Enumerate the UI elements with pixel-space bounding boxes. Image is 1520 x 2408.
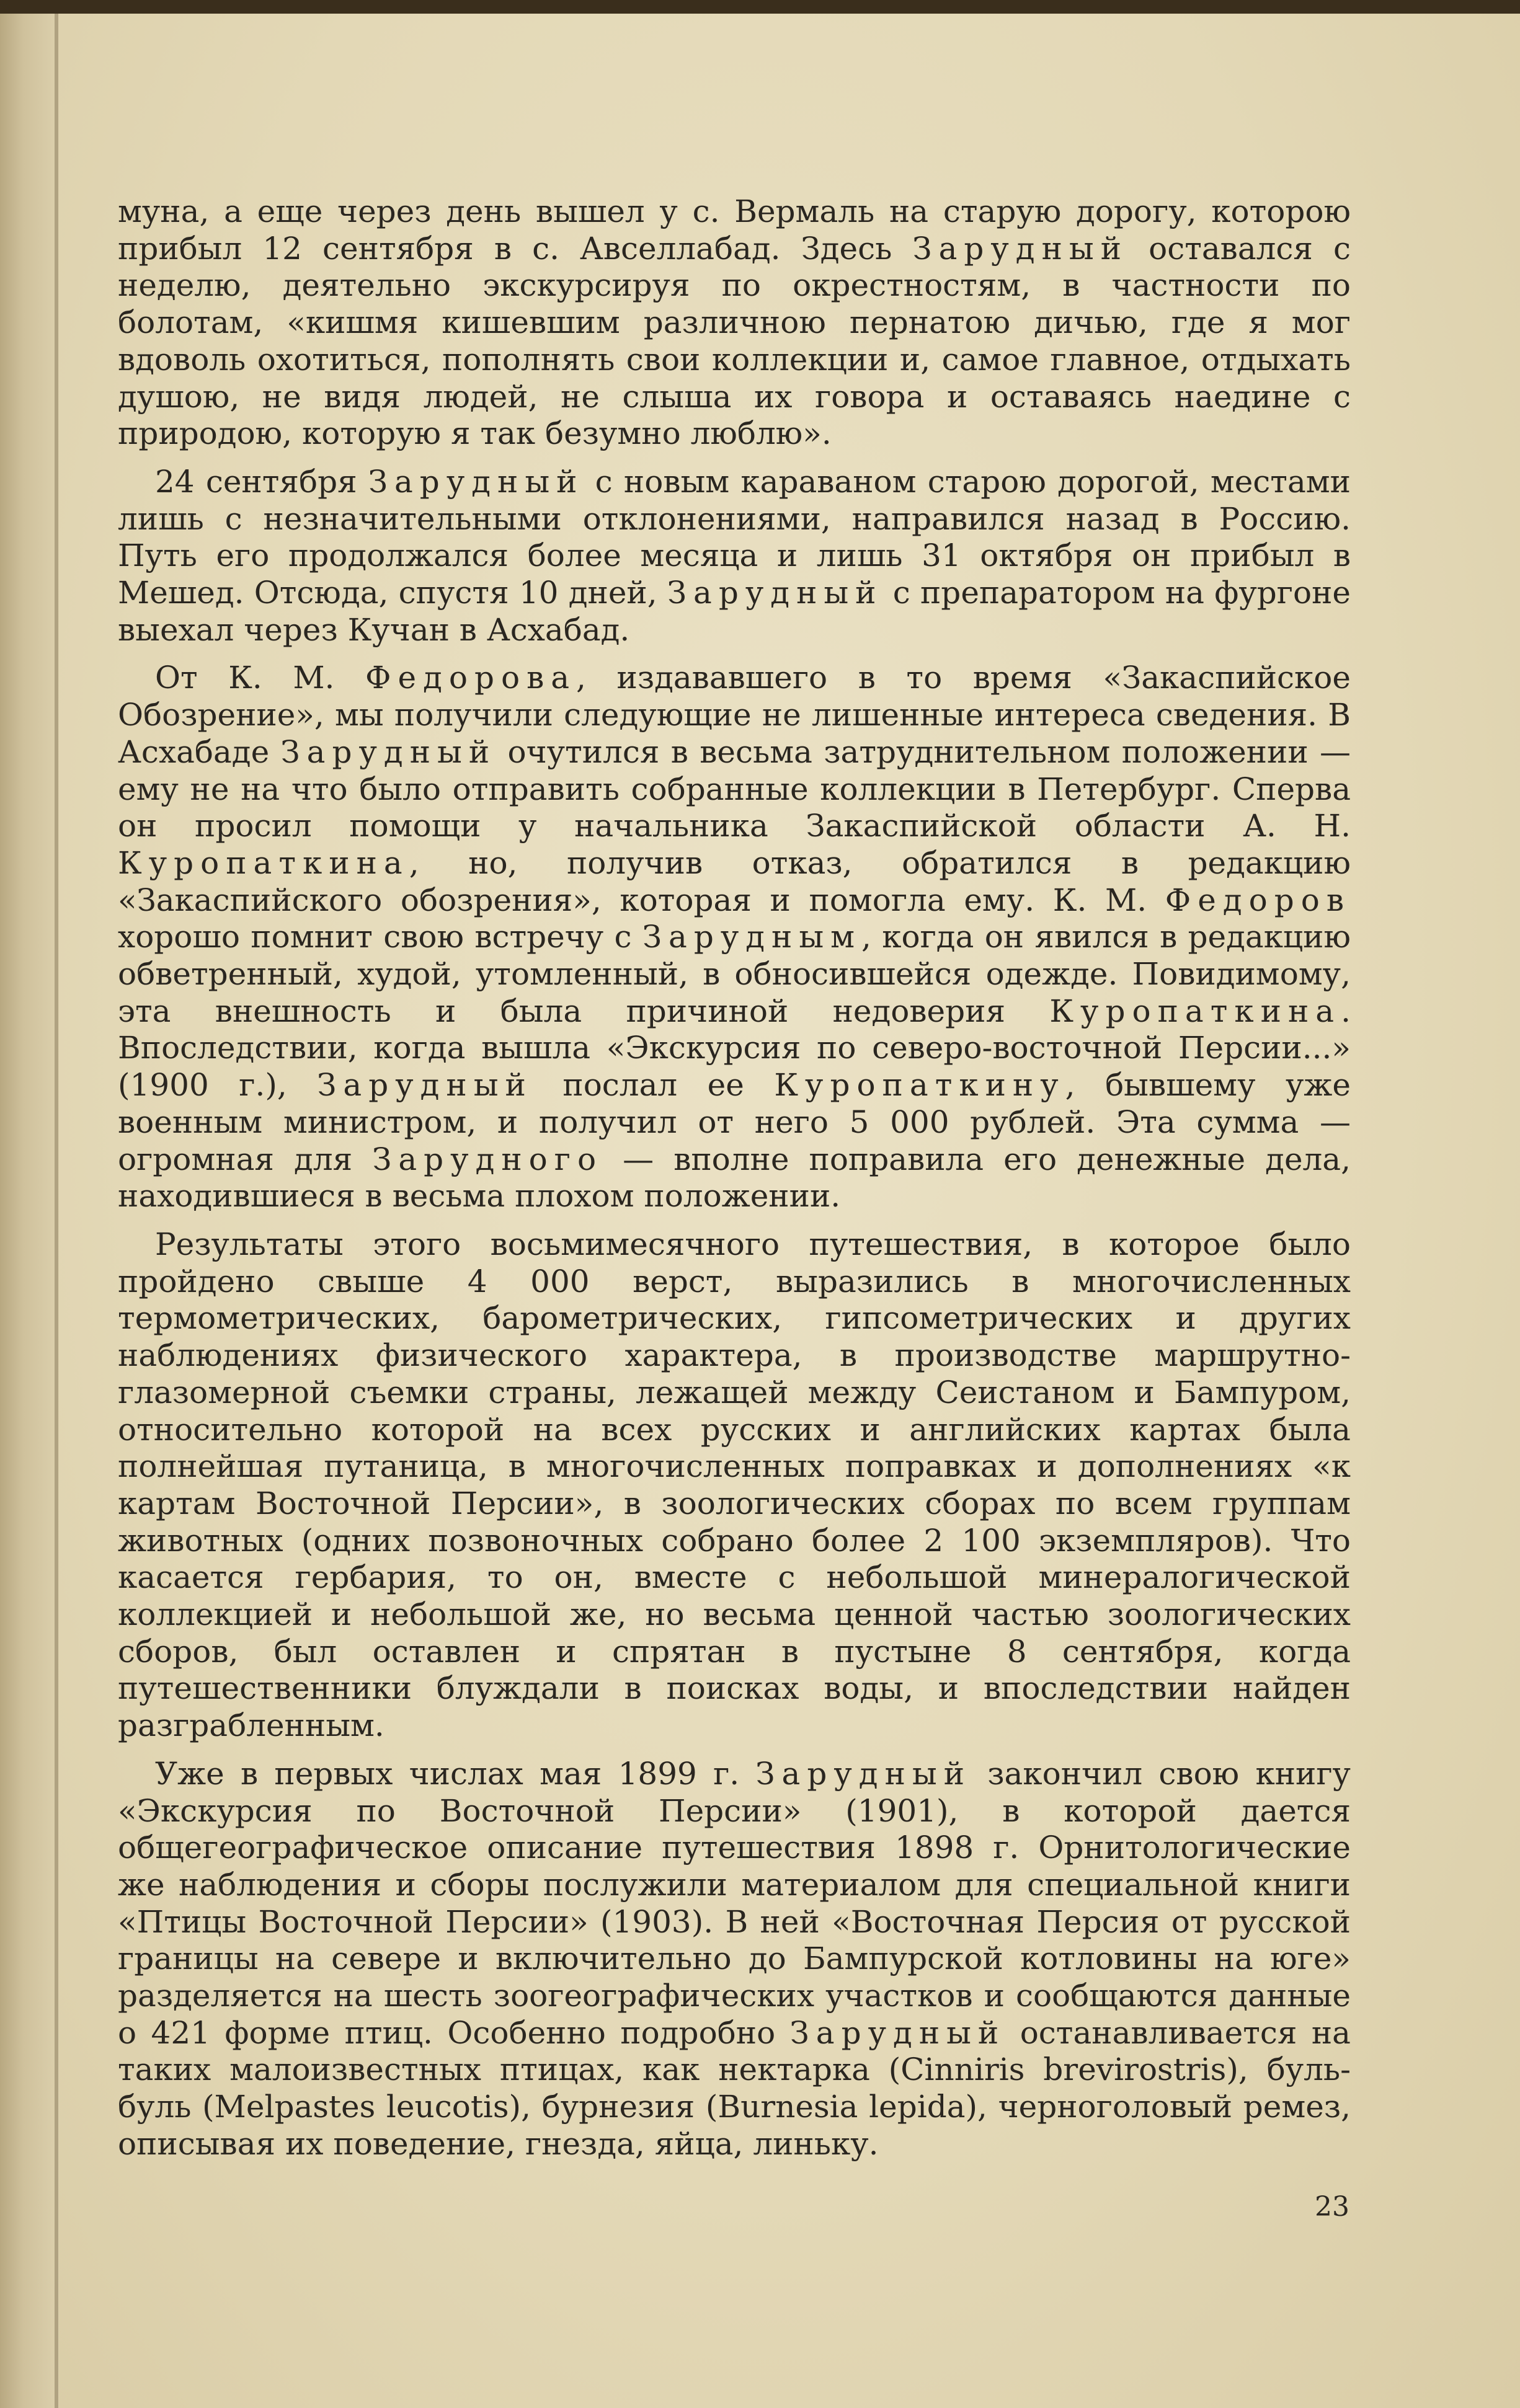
text-run: , издававшего в то время «Закаспийское Обозрение», мы получили следующие не лишенные интереса сведения. В Асхабаде bbox=[118, 660, 1351, 770]
spaced-name: Зарудный bbox=[317, 1067, 533, 1104]
book-page bbox=[0, 14, 1520, 2408]
spaced-name: Зарудный bbox=[789, 2014, 1006, 2051]
text-run: . Впоследствии, когда вышла «Экскурсия по северо-восточной Персии...» (1900 г.), bbox=[118, 993, 1351, 1104]
spaced-name: Куропаткину bbox=[774, 1067, 1065, 1104]
text-run: 24 сентября bbox=[155, 463, 368, 500]
spaced-name: Зарудный bbox=[755, 1755, 972, 1792]
text-run: с препаратором на фургоне выехал через Кучан в Асхабад. bbox=[118, 575, 1351, 648]
text-run: очутился в весьма затруднительном положении — ему не на что было отправить собранные коллекции в Петербург. Сперва он просил помощи у начальника Закаспийской области А. Н. bbox=[118, 733, 1351, 844]
spaced-name: Куропаткина bbox=[1049, 993, 1341, 1029]
body-text bbox=[118, 193, 1351, 2163]
spaced-name: Зарудный bbox=[667, 575, 883, 611]
text-run: закончил свою книгу «Экскурсия по Восточной Персии» (1901), в которой дается общегеографическое описание путешествия 1898 г. Орнитологические же наблюдения и сборы послужили материалом для специальной книги «Птицы Восточной Персии» (1903). В ней «Восточная Персия от русской границы на севере и включительно до Бампурской котловины на юге» разделяется на шесть зоогеографических участков и сообщаются данные о 421 форме птиц. Особенно подробно bbox=[118, 1755, 1351, 2051]
text-run: От К. М. bbox=[155, 660, 365, 696]
text-run: , когда он явился в редакцию обветренный, худой, утомленный, в обносившейся одежде. Повидимому, эта внешность и была причиной недоверия bbox=[118, 919, 1351, 1029]
text-run: Результаты этого восьмимесячного путешествия, в которое было пройдено свыше 4 000 верст, выразились в многочисленных термометрических, барометрических, гипсометрических и других наблюдениях физического характера, в производстве маршрутно-глазомерной съемки страны, лежащей между Сеистаном и Бампуром, относительно которой на всех русских и английских картах была полнейшая путаница, в многочисленных поправках и дополнениях «к картам Восточной Персии», в зоологических сборах по всем группам животных (одних позвоночных собрано более 2 100 экземпляров). Что касается гербария, то он, вместе с небольшой минералогической коллекцией и небольшой же, но весьма ценной частью зоологических сборов, был оставлен и спрятан в пустыне 8 сентября, когда путешественники блуждали в поисках воды, и впоследствии найден разграбленным. bbox=[118, 1226, 1351, 1744]
spine-shadow bbox=[55, 14, 58, 2408]
spaced-name: Зарудный bbox=[368, 463, 584, 500]
spaced-name: Куропаткина bbox=[118, 844, 409, 881]
text-run: хорошо помнит свою встречу с bbox=[118, 919, 642, 955]
text-run: останавливается на таких малоизвестных птицах, как нектарка (Cinniris brevirostris), буль-буль (Melpastes leucotis), бурнезия (Burnesia lepida), черноголовый ремез, описывая их поведение, гнезда, яйца, линьку. bbox=[118, 2014, 1351, 2162]
paragraph bbox=[118, 1756, 1351, 2163]
text-run: оставался с неделю, деятельно экскурсируя по окрестностям, в частности по болотам, «кишмя кишевшим различною пернатою дичью, где я мог вдоволь охотиться, пополнять свои коллекции и, самое главное, отдыхать душою, не видя людей, не слыша их говора и оставаясь наедине с природою, которую я так безумно люблю». bbox=[118, 230, 1351, 452]
spaced-name: Зарудного bbox=[372, 1141, 603, 1177]
page-number: 23 bbox=[1315, 2191, 1349, 2223]
text-run: с новым караваном старою дорогой, местами лишь с незначительными отклонениями, направился назад в Россию. Путь его продолжался более месяца и лишь 31 октября он прибыл в Мешед. Отсюда, спустя 10 дней, bbox=[118, 463, 1351, 611]
spaced-name: Федорова bbox=[365, 660, 577, 696]
text-run: муна, а еще через день вышел у с. Вермаль на старую дорогу, которою прибыл 12 сентября в с. Авселлабад. Здесь bbox=[118, 193, 1351, 267]
paragraph bbox=[118, 1226, 1351, 1745]
text-run: , бывшему уже военным министром, и получил от него 5 000 рублей. Эта сумма — огромная для bbox=[118, 1067, 1351, 1177]
page-spine bbox=[0, 14, 59, 2408]
spaced-name: Зарудный bbox=[912, 230, 1129, 267]
text-run: — вполне поправила его денежные дела, находившиеся в весьма плохом положении. bbox=[118, 1141, 1351, 1215]
spaced-name: Федоров bbox=[1165, 882, 1351, 918]
text-run: послал ее bbox=[532, 1067, 775, 1104]
spaced-name: Зарудным bbox=[642, 919, 862, 955]
text-run: , но, получив отказ, обратился в редакцию «Закаспийского обозрения», которая и помогла ему. К. М. bbox=[118, 844, 1351, 918]
paragraph bbox=[118, 464, 1351, 649]
text-run: Уже в первых числах мая 1899 г. bbox=[155, 1755, 756, 1792]
paragraph bbox=[118, 660, 1351, 1215]
paragraph bbox=[118, 193, 1351, 453]
spaced-name: Зарудный bbox=[280, 733, 497, 770]
